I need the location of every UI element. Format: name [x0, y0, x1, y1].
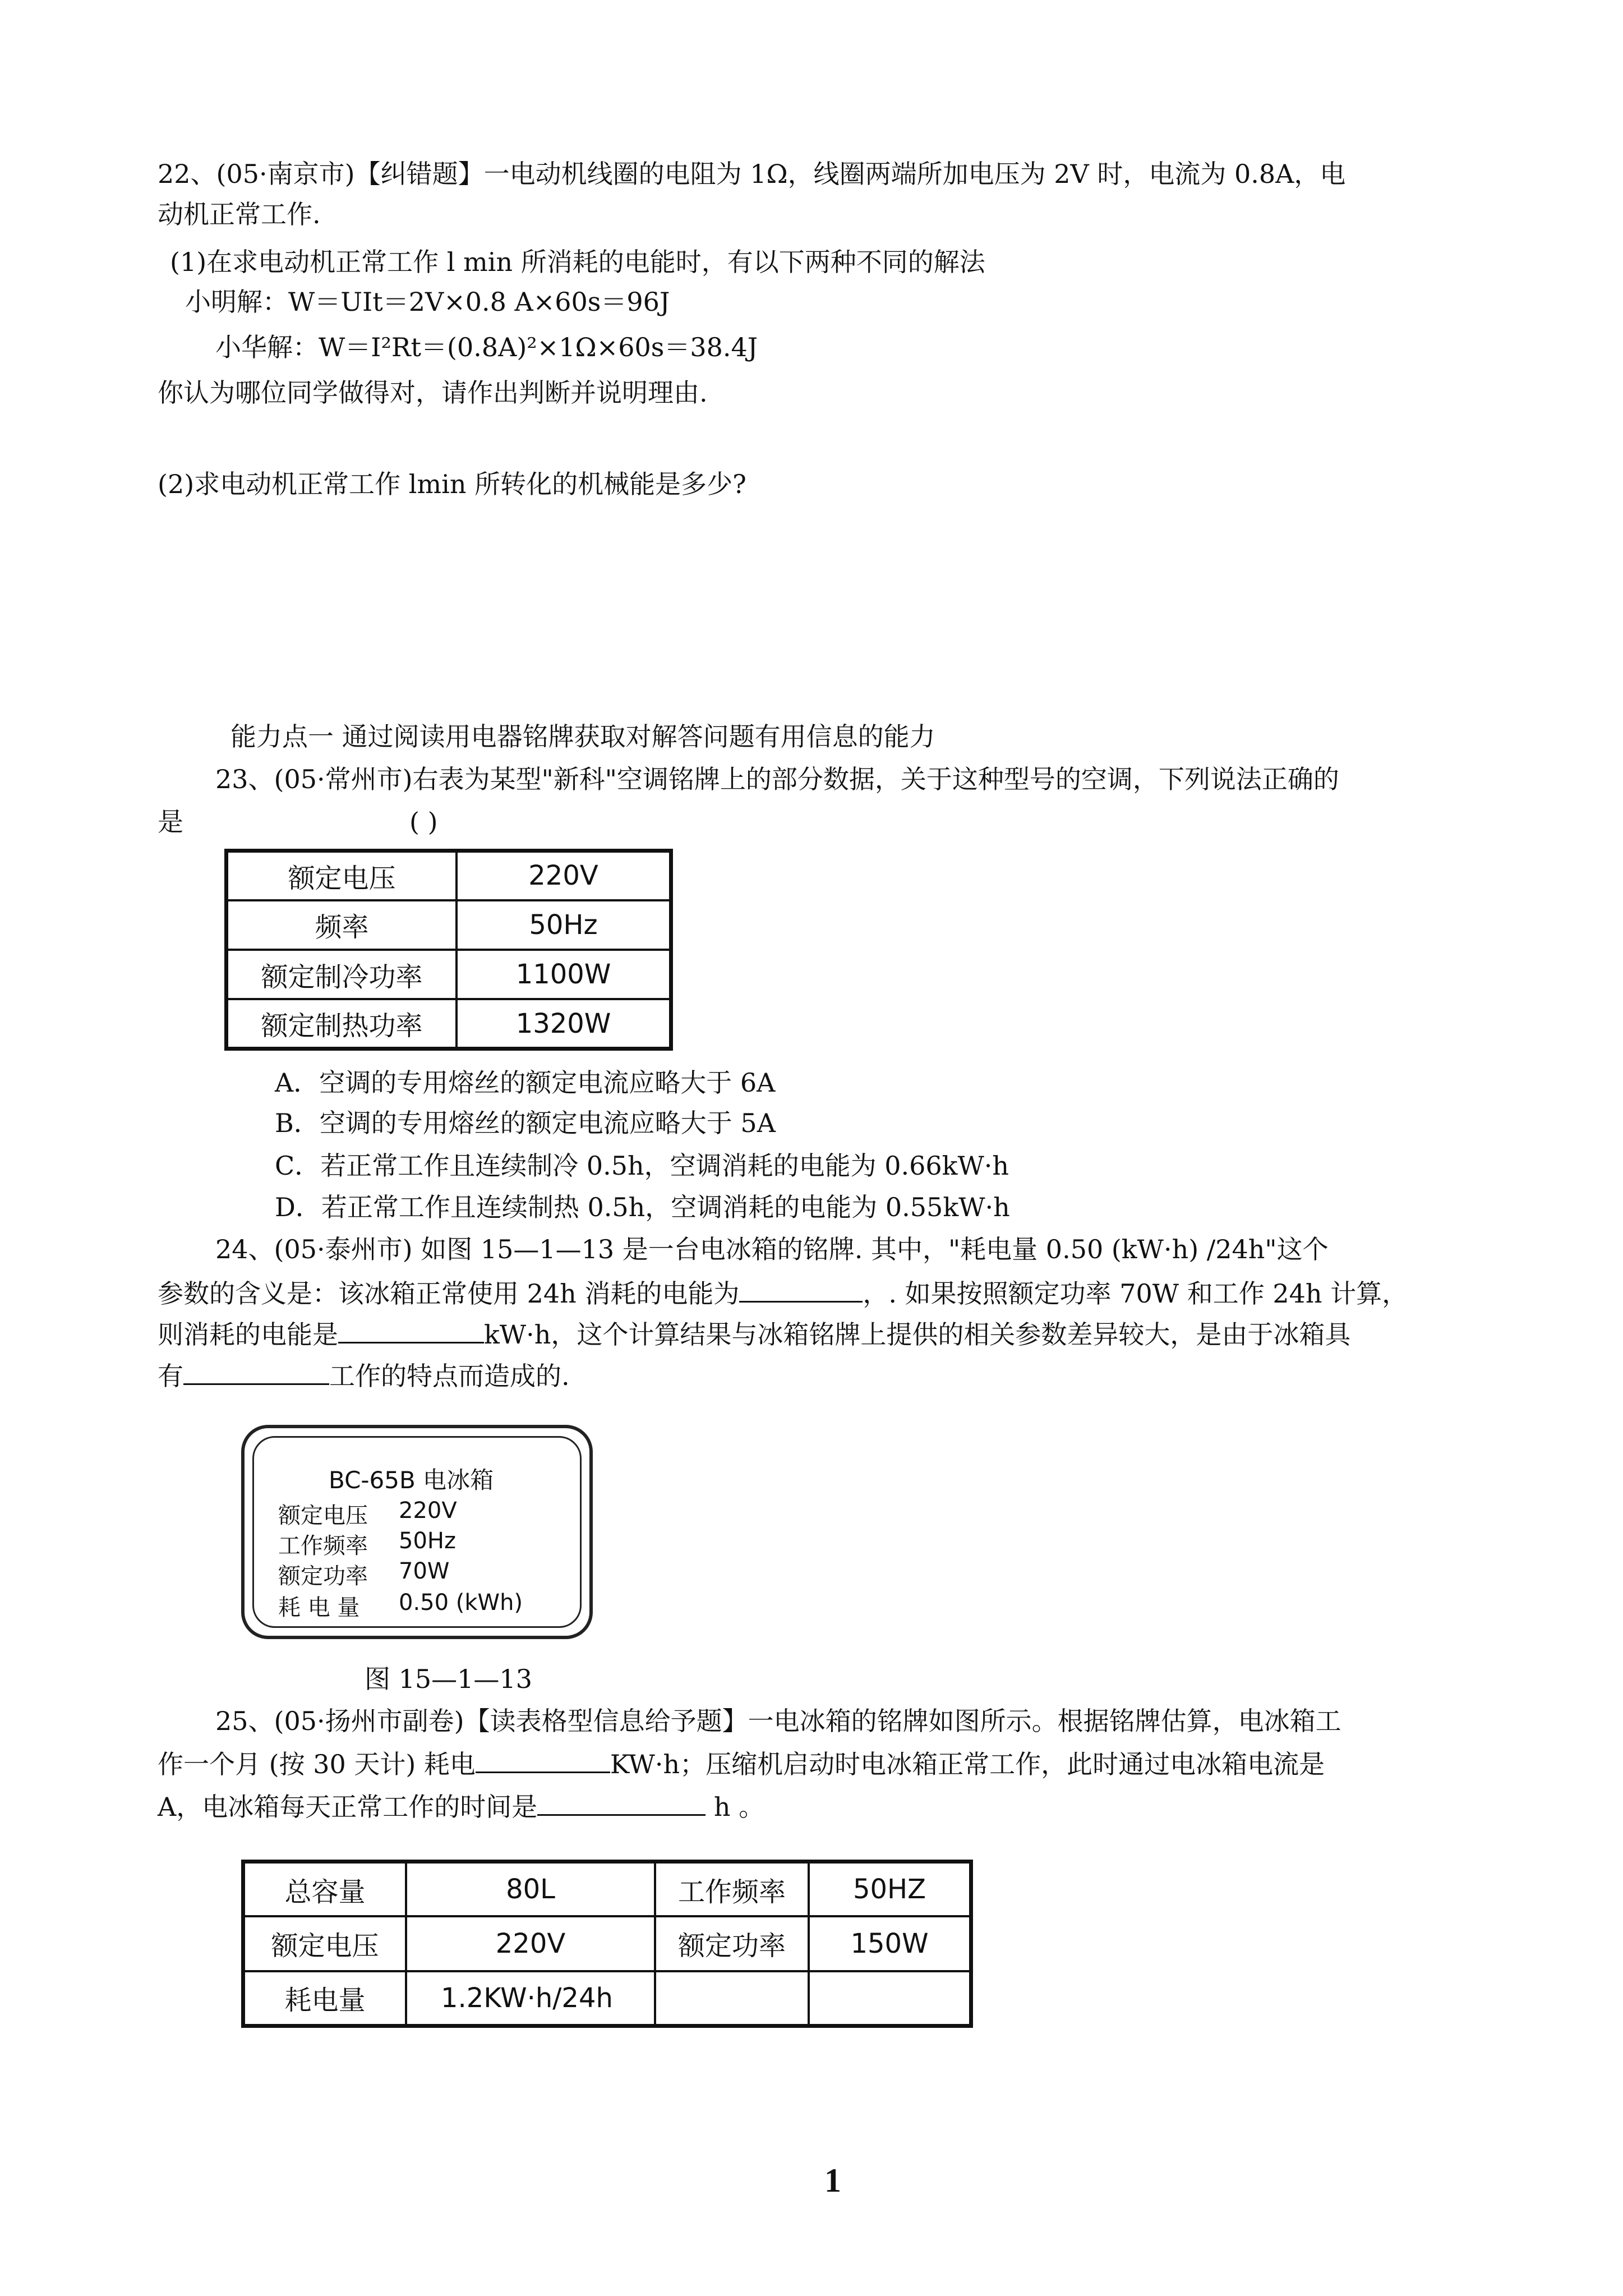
q23-cell: 1320W	[457, 999, 671, 1048]
q25-cell: 80L	[406, 1862, 655, 1917]
q25-line2-text: 作一个月 (按 30 天计) 耗电	[158, 1749, 476, 1779]
q24-blank-2[interactable]	[338, 1316, 484, 1343]
q25-line3-text: A，电冰箱每天正常工作的时间是	[158, 1792, 538, 1822]
plate-label: 额定电压	[278, 1503, 368, 1529]
q25-line3-text-end: h 。	[706, 1792, 765, 1822]
q25-cell: 50HZ	[809, 1862, 971, 1917]
q24-line2-text-end: ，. 如果按照额定功率 70W 和工作 24h 计算，	[863, 1278, 1408, 1309]
q24-line2-text: 参数的含义是：该冰箱正常使用 24h 消耗的电能为	[158, 1278, 740, 1309]
q25-blank-1[interactable]	[476, 1746, 610, 1773]
plate-value: 0.50 (kWh)	[399, 1590, 523, 1616]
q23-option-d: D．若正常工作且连续制热 0.5h，空调消耗的电能为 0.55kW·h	[275, 1192, 1010, 1222]
plate-title: BC-65B 电冰箱	[329, 1466, 494, 1494]
q24-line3-text-end: kW·h，这个计算结果与冰箱铭牌上提供的相关参数差异较大，是由于冰箱具	[484, 1319, 1351, 1350]
figure-caption: 图 15—1—13	[365, 1664, 532, 1694]
plate-value: 220V	[399, 1498, 457, 1524]
q22-line2: 动机正常工作.	[158, 199, 321, 229]
plate-value: 50Hz	[399, 1528, 456, 1554]
plate-label: 耗 电 量	[278, 1595, 360, 1621]
fridge-nameplate	[241, 1425, 593, 1639]
q23-cell: 1100W	[457, 950, 671, 999]
q24-line3-text: 则消耗的电能是	[158, 1319, 338, 1350]
q24-line4-text: 有	[158, 1361, 183, 1391]
q24-blank-3[interactable]	[183, 1358, 329, 1385]
plate-value: 70W	[399, 1558, 450, 1584]
q23-option-a: A．空调的专用熔丝的额定电流应略大于 6A	[275, 1068, 776, 1098]
q22-line1: 22、(05·南京市)【纠错题】一电动机线圈的电阻为 1Ω，线圈两端所加电压为 2V 时，电流为 0.8A，电	[158, 159, 1346, 189]
q23-answer-bracket: ( )	[409, 807, 438, 837]
q22-line7: (2)求电动机正常工作 lmin 所转化的机械能是多少?	[158, 469, 746, 499]
plate-label: 额定功率	[278, 1563, 368, 1589]
q23-line1: 23、(05·常州市)右表为某型"新科"空调铭牌上的部分数据，关于这种型号的空调，下列说法正确的	[215, 764, 1339, 794]
q23-spec-table	[224, 849, 673, 1051]
q24-line4-text-end: 工作的特点而造成的.	[329, 1361, 570, 1391]
q25-cell: 150W	[809, 1916, 971, 1971]
q25-line3	[158, 1788, 764, 1824]
q25-spec-table	[241, 1860, 973, 2028]
q25-cell: 工作频率	[655, 1862, 809, 1917]
q25-cell: 额定功率	[655, 1916, 809, 1971]
q22-line5: 小华解：W＝I²Rt＝(0.8A)²×1Ω×60s＝38.4J	[215, 332, 758, 362]
ability-heading: 能力点一 通过阅读用电器铭牌获取对解答问题有用信息的能力	[230, 721, 935, 752]
q25-cell: 1.2KW·h/24h	[406, 1971, 655, 2026]
q23-cell: 额定电压	[227, 851, 457, 900]
page-number: 1	[824, 2162, 841, 2199]
q23-line2-start: 是	[158, 807, 183, 837]
q25-cell	[655, 1971, 809, 2026]
q23-cell: 额定制冷功率	[227, 950, 457, 999]
q24-line2	[158, 1275, 1408, 1310]
q23-option-c: C．若正常工作且连续制冷 0.5h，空调消耗的电能为 0.66kW·h	[275, 1151, 1009, 1181]
q23-cell: 额定制热功率	[227, 999, 457, 1048]
q23-option-b: B．空调的专用熔丝的额定电流应略大于 5A	[275, 1108, 776, 1138]
q23-cell: 50Hz	[457, 900, 671, 950]
q22-line4: 小明解：W＝UIt＝2V×0.8 A×60s＝96J	[185, 287, 670, 317]
q24-line3	[158, 1316, 1350, 1351]
q24-blank-1[interactable]	[739, 1275, 863, 1303]
q25-cell: 220V	[406, 1916, 655, 1971]
q25-cell: 耗电量	[243, 1971, 407, 2026]
q25-blank-2[interactable]	[537, 1788, 706, 1816]
q25-line2-text-end: KW·h；压缩机启动时电冰箱正常工作，此时通过电冰箱电流是	[610, 1749, 1325, 1779]
q22-line6: 你认为哪位同学做得对，请作出判断并说明理由.	[158, 378, 708, 408]
q23-cell: 220V	[457, 851, 671, 900]
q25-cell: 总容量	[243, 1862, 407, 1917]
q25-line1: 25、(05·扬州市副卷)【读表格型信息给予题】一电冰箱的铭牌如图所示。根据铭牌估算，电冰箱工	[215, 1706, 1341, 1736]
q24-line1: 24、(05·泰州市) 如图 15—1—13 是一台电冰箱的铭牌. 其中，"耗电量 0.50 (kW·h) /24h"这个	[215, 1234, 1329, 1264]
q25-line2	[158, 1746, 1325, 1781]
q23-cell: 频率	[227, 900, 457, 950]
q25-cell	[809, 1971, 971, 2026]
q22-line3: (1)在求电动机正常工作 l min 所消耗的电能时，有以下两种不同的解法	[170, 247, 985, 277]
plate-label: 工作频率	[278, 1533, 368, 1559]
q25-cell: 额定电压	[243, 1916, 407, 1971]
q24-line4	[158, 1358, 570, 1393]
